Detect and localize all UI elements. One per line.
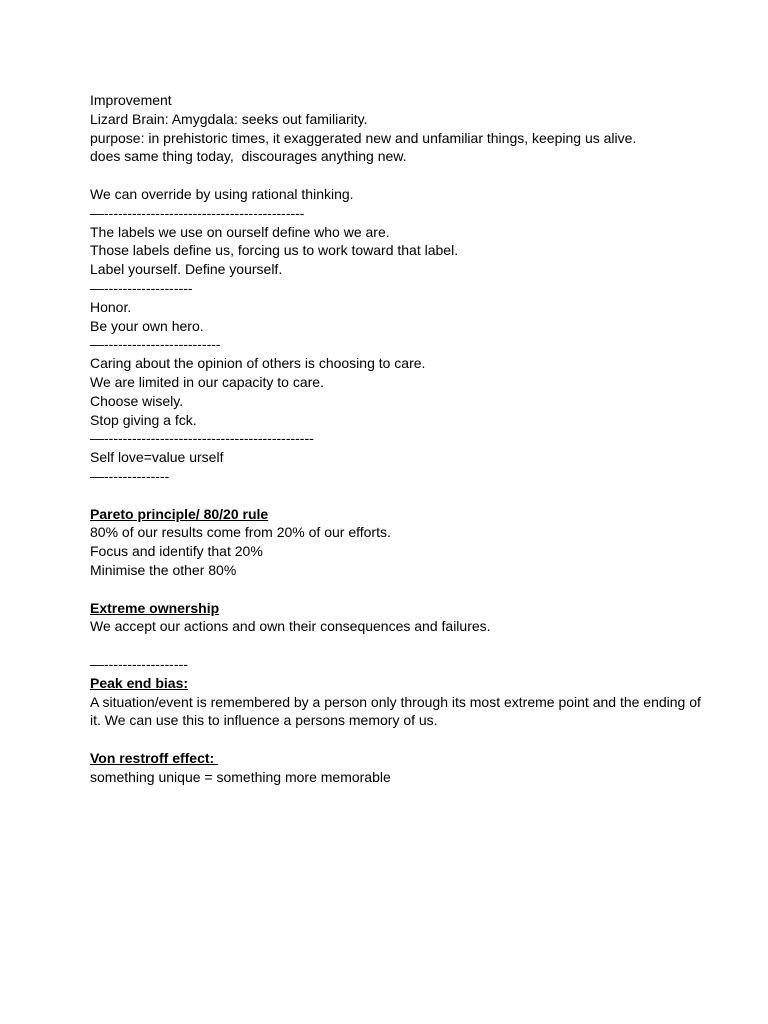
text-line: Focus and identify that 20% xyxy=(90,543,263,560)
text-line: Label yourself. Define yourself. xyxy=(90,261,283,278)
text-line: Those labels define us, forcing us to work toward that label. xyxy=(90,242,459,259)
text-line: 80% of our results come from 20% of our efforts. xyxy=(90,524,391,541)
blank-line xyxy=(90,580,710,599)
divider-line: —------------------------------------------- xyxy=(90,204,305,221)
text-line: Be your own hero. xyxy=(90,317,204,334)
section-title: Improvement xyxy=(90,92,172,108)
divider-line: —------------------ xyxy=(90,655,188,672)
text-line: Minimise the other 80% xyxy=(90,561,237,578)
divider-line: —------------------------- xyxy=(90,336,221,353)
text-line: Self love=value urself xyxy=(90,449,224,466)
text-line: Lizard Brain: Amygdala: seeks out familiarity. xyxy=(90,110,368,127)
von-restorff-heading: Von restroff effect: xyxy=(90,749,219,766)
divider-line: —--------------------------------------------- xyxy=(90,430,314,447)
text-line: something unique = something more memorable xyxy=(90,768,391,785)
pareto-heading: Pareto principle/ 80/20 rule xyxy=(90,505,269,522)
blank-line xyxy=(90,730,710,749)
ownership-heading: Extreme ownership xyxy=(90,599,220,616)
document-body xyxy=(90,91,710,786)
text-line: We can override by using rational thinking. xyxy=(90,185,354,202)
text-line: Caring about the opinion of others is choosing to care. xyxy=(90,355,426,372)
text-line: does same thing today, discourages anything new. xyxy=(90,148,407,165)
blank-line xyxy=(90,486,710,505)
text-line: The labels we use on ourself define who we are. xyxy=(90,223,390,240)
text-line: We are limited in our capacity to care. xyxy=(90,373,324,390)
divider-line: —-------------- xyxy=(90,467,170,484)
text-line: Honor. xyxy=(90,298,132,315)
text-line: purpose: in prehistoric times, it exaggerated new and unfamiliar things, keeping us alive. xyxy=(90,129,637,146)
divider-line: —------------------- xyxy=(90,279,193,296)
blank-line xyxy=(90,166,710,185)
paragraph: A situation/event is remembered by a person only through its most extreme point and the ending of it. We can use this to influence a persons memory of us. xyxy=(90,693,701,729)
peak-end-heading: Peak end bias: xyxy=(90,674,189,691)
blank-line xyxy=(90,636,710,655)
text-line: Stop giving a fck. xyxy=(90,411,197,428)
text-line: We accept our actions and own their consequences and failures. xyxy=(90,618,491,635)
text-line: Choose wisely. xyxy=(90,392,184,409)
